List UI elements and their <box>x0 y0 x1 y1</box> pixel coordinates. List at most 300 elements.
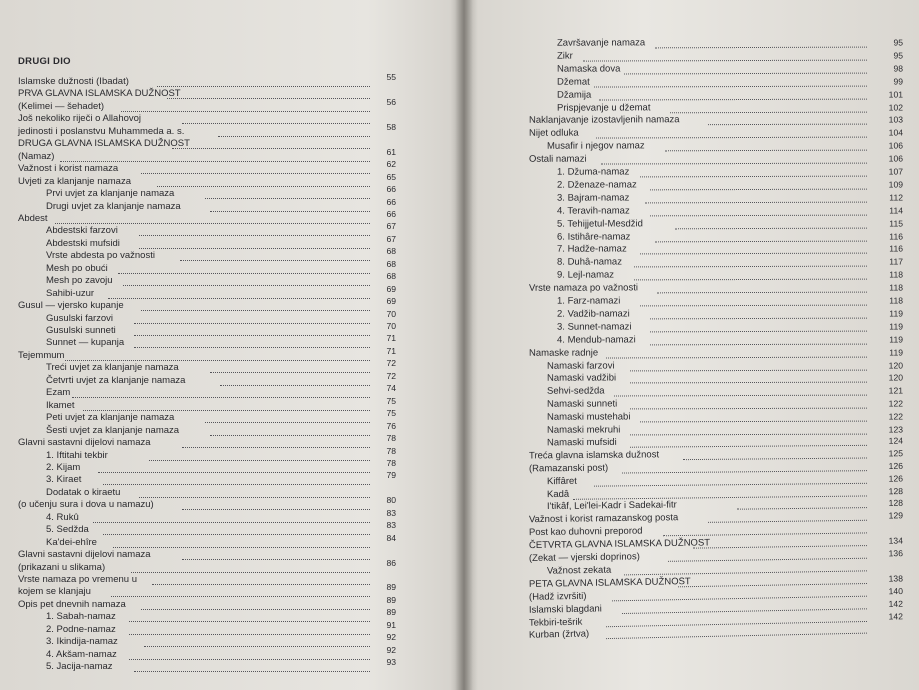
toc-page-number: 61 <box>386 146 396 157</box>
toc-entry-label: (Namaz) <box>18 150 55 162</box>
toc-page-number: 123 <box>888 424 904 435</box>
toc-page-number: 99 <box>893 76 904 87</box>
toc-page-number: 128 <box>888 485 904 496</box>
dot-leader <box>624 70 867 74</box>
toc-page-number: 112 <box>889 192 904 203</box>
dot-leader <box>60 159 370 162</box>
toc-entry-label: Glavni sastavni dijelovi namaza <box>18 549 151 561</box>
section-title: DRUGI DIO <box>18 56 71 67</box>
dot-leader <box>141 171 370 174</box>
dot-leader <box>606 631 867 639</box>
toc-entry-label: Abdestski mufsidi <box>46 237 120 249</box>
toc-entry-label: (Zekat — vjerski doprinos) <box>528 551 640 565</box>
toc-entry <box>467 204 919 218</box>
dot-leader <box>606 354 867 358</box>
toc-page-number: 134 <box>888 535 904 546</box>
dot-leader <box>708 122 867 126</box>
toc-entry-label: PRVA GLAVNA ISLAMSKA DUŽNOST <box>18 88 181 100</box>
toc-entry <box>467 62 919 76</box>
toc-entry <box>467 153 919 167</box>
dot-leader <box>594 83 867 87</box>
toc-page-number <box>879 622 903 623</box>
toc-page-number: 106 <box>888 140 904 151</box>
dot-leader <box>205 196 370 199</box>
dot-leader <box>103 532 370 535</box>
dot-leader <box>210 433 370 436</box>
dot-leader <box>683 455 867 460</box>
dot-leader <box>134 345 370 348</box>
dot-leader <box>134 333 370 336</box>
toc-entry-label: Džemat <box>556 76 590 88</box>
toc-page-number: 122 <box>888 398 904 409</box>
toc-entry-label: Post kao duhovni preporod <box>528 525 643 539</box>
toc-page-number: 89 <box>386 582 396 593</box>
toc-entry-label: 1. Džuma-namaz <box>556 166 630 178</box>
dot-leader <box>180 258 371 261</box>
toc-entry-label: Tekbiri-tešrik <box>528 616 583 629</box>
toc-page-number: 74 <box>386 383 396 394</box>
toc-entry-label: 2. Dženaze-namaz <box>556 179 637 191</box>
toc-entry-label: DRUGA GLAVNA ISLAMSKA DUŽNOST <box>18 138 190 150</box>
toc-entry-label: 4. Rukû <box>46 511 79 523</box>
toc-entry-label: Završavanje namaza <box>556 37 646 49</box>
toc-page-number: 119 <box>889 334 904 345</box>
toc-entry <box>467 75 919 89</box>
dot-leader <box>650 186 867 190</box>
toc-entry-label: Prispjevanje u džemat <box>556 101 651 114</box>
toc-entry-label: 4. Mendub-namazi <box>556 334 636 346</box>
toc-entry-label: Namaski mekruhi <box>546 424 621 436</box>
toc-page-number: 66 <box>386 184 396 195</box>
toc-page-number: 138 <box>888 573 904 584</box>
toc-entry <box>467 359 919 373</box>
dot-leader <box>157 184 370 187</box>
toc-entry-label: Islamski blagdani <box>528 603 602 616</box>
toc-entry-label: Glavni sastavni dijelovi namaza <box>18 437 151 449</box>
toc-page-number: 102 <box>888 101 904 113</box>
toc-right <box>467 0 919 690</box>
toc-entry-label: Četvrti uvjet za klanjanje namaza <box>46 374 186 386</box>
toc-entry-label: Kurban (žrtva) <box>528 628 590 642</box>
toc-entry-label: PETA GLAVNA ISLAMSKA DUŽNOST <box>528 575 691 590</box>
toc-entry <box>467 320 919 334</box>
dot-leader <box>83 408 370 411</box>
toc-page-number: 70 <box>386 308 396 319</box>
toc-page-number: 67 <box>386 221 396 232</box>
toc-page-number: 120 <box>888 372 904 383</box>
toc-entry-label: Namaske radnje <box>528 347 599 359</box>
toc-entry <box>0 96 462 113</box>
dot-leader <box>172 146 370 149</box>
toc-page-number: 103 <box>888 114 904 125</box>
toc-entry <box>0 532 462 549</box>
dot-leader <box>670 109 867 113</box>
toc-entry <box>0 657 462 673</box>
dot-leader <box>630 380 868 384</box>
dot-leader <box>129 619 371 622</box>
toc-page-number: 78 <box>386 445 396 456</box>
toc-entry-label: Prvi uvjet za klanjanje namaza <box>46 188 175 200</box>
toc-entry-label: (Hadž izvršiti) <box>528 590 587 603</box>
toc-entry-label: 3. Sunnet-namazi <box>556 321 632 333</box>
toc-entry <box>0 557 462 574</box>
dot-leader <box>129 657 371 660</box>
toc-entry-label: Još nekoliko riječi o Allahovoj <box>18 113 142 125</box>
toc-entry-label: ČETVRTA GLAVNA ISLAMSKA DUŽNOST <box>528 537 711 552</box>
dot-leader <box>55 221 370 224</box>
toc-page-number: 79 <box>386 470 396 481</box>
toc-entry-label: Mesh po zavoju <box>46 275 113 287</box>
dot-leader <box>596 135 867 139</box>
toc-entry-label: 3. Kiraet <box>46 474 82 486</box>
toc-entry-label: Sahibi-uzur <box>46 287 95 299</box>
toc-page-number: 125 <box>888 447 904 459</box>
toc-entry <box>0 72 462 88</box>
dot-leader <box>65 358 370 361</box>
dot-leader <box>108 296 370 299</box>
toc-entry <box>467 307 919 321</box>
toc-entry-label: Islamske dužnosti (Ibadat) <box>18 76 129 87</box>
toc-entry-label: Šesti uvjet za klanjanje namaza <box>46 424 180 436</box>
toc-page-number: 68 <box>386 258 396 269</box>
toc-entry-label: 5. Tehijjetul-Mesdžid <box>556 217 643 230</box>
toc-entry-label: Sehvi-sedžda <box>546 385 605 398</box>
toc-page-number: 106 <box>888 153 904 164</box>
dot-leader <box>601 161 867 165</box>
dot-leader <box>650 315 867 319</box>
dot-leader <box>139 233 370 236</box>
toc-page-number: 126 <box>888 460 904 471</box>
dot-leader <box>210 209 370 212</box>
dot-leader <box>650 328 867 332</box>
toc-entry <box>467 140 919 154</box>
dot-leader <box>655 238 867 242</box>
dot-leader <box>141 308 370 311</box>
toc-page-number: 109 <box>888 179 904 190</box>
dot-leader <box>675 225 867 229</box>
toc-entry-label: Naklanjavanje izostavljenih namaza <box>528 114 680 127</box>
toc-entry-label: I'tikâf, Lei'lei-Kadr i Sadekai-fitr <box>546 499 677 513</box>
toc-entry <box>467 269 919 283</box>
toc-page-number: 72 <box>386 370 396 381</box>
toc-entry-label: Važnost i korist namaza <box>18 163 119 175</box>
toc-page-number: 65 <box>386 171 396 182</box>
toc-page-number: 66 <box>386 196 396 207</box>
dot-leader <box>182 507 370 510</box>
toc-page-number: 75 <box>386 408 396 419</box>
toc-page-number: 142 <box>888 598 904 609</box>
toc-entry-label: Treći uvjet za klanjanje namaza <box>46 362 179 374</box>
toc-page-number: 98 <box>893 63 904 74</box>
toc-page-number: 104 <box>888 127 904 138</box>
toc-entry <box>467 385 919 399</box>
dot-leader <box>93 520 370 523</box>
dot-leader <box>650 341 867 345</box>
dot-leader <box>634 264 867 268</box>
toc-entry-label: (prikazani u slikama) <box>18 561 106 573</box>
toc-page-number: 116 <box>889 230 904 242</box>
dot-leader <box>182 445 370 448</box>
toc-entry-label: Gusulski sunneti <box>46 325 116 336</box>
toc-page-number: 76 <box>386 420 396 431</box>
toc-page-number: 69 <box>386 296 396 307</box>
toc-page-number: 78 <box>386 433 396 444</box>
toc-entry <box>467 333 919 347</box>
dot-leader <box>630 406 868 410</box>
toc-page-number: 66 <box>386 208 396 219</box>
toc-entry-label: jedinosti i poslanstvu Muhammeda a. s. <box>18 125 185 137</box>
dot-leader <box>111 594 370 597</box>
right-page <box>467 0 919 690</box>
toc-page-number: 67 <box>386 233 396 244</box>
toc-entry <box>467 243 919 257</box>
toc-page-number: 89 <box>386 607 396 618</box>
toc-page-number: 114 <box>889 205 904 216</box>
toc-page-number: 121 <box>888 385 904 396</box>
dot-leader <box>149 458 370 461</box>
dot-leader <box>640 419 867 423</box>
dot-leader <box>645 199 867 203</box>
toc-entry-label: 8. Duhâ-namaz <box>556 256 622 268</box>
toc-page-number: 83 <box>386 520 396 531</box>
toc-entry-label: 6. Istihâre-namaz <box>556 230 631 243</box>
toc-entry <box>467 256 919 270</box>
dot-leader <box>98 470 370 473</box>
dot-leader <box>182 121 370 124</box>
toc-entry-label: 3. Ikindija-namaz <box>46 636 118 648</box>
toc-entry <box>467 398 919 412</box>
toc-entry <box>467 294 919 308</box>
toc-page-number: 91 <box>386 619 396 630</box>
dot-leader <box>182 557 370 560</box>
toc-entry <box>467 88 919 102</box>
toc-page-number: 69 <box>386 283 396 294</box>
toc-entry-label: 5. Sedžda <box>46 524 89 536</box>
toc-entry <box>467 165 919 179</box>
toc-entry-label: 4. Akšam-namaz <box>46 648 117 660</box>
toc-entry-label: Drugi uvjet za klanjanje namaza <box>46 200 181 212</box>
toc-entry <box>467 191 919 205</box>
toc-entry-label: (o učenju sura i dova u namazu) <box>18 499 154 511</box>
toc-entry-label: Vrste namaza po važnosti <box>528 282 638 294</box>
toc-page-number: 55 <box>386 72 396 82</box>
dot-leader <box>583 57 867 61</box>
toc-entry-label: (Ramazanski post) <box>528 462 609 475</box>
toc-entry-label: 2. Vadžib-namazi <box>556 308 630 320</box>
toc-entry <box>467 346 919 360</box>
toc-page-number: 140 <box>888 585 904 596</box>
toc-entry-label: Ikamet <box>46 399 75 411</box>
toc-page-number: 126 <box>888 473 904 484</box>
toc-page-number: 84 <box>386 532 396 543</box>
toc-entry-label: 1. Sabah-namaz <box>46 611 116 623</box>
toc-entry-label: Opis pet dnevnih namaza <box>18 598 126 610</box>
toc-entry-label: Uvjeti za klanjanje namaza <box>18 175 132 187</box>
toc-page-number: 83 <box>386 507 396 518</box>
toc-page-number: 107 <box>888 166 904 177</box>
toc-page-number: 124 <box>888 435 904 446</box>
dot-leader <box>650 212 867 216</box>
toc-entry <box>467 36 919 50</box>
toc-entry-label: Namaski farzovi <box>546 359 615 372</box>
toc-page-number: 68 <box>386 246 396 257</box>
toc-page-number: 93 <box>386 657 396 668</box>
dot-leader <box>141 607 370 610</box>
toc-entry <box>467 101 919 115</box>
toc-entry <box>467 282 919 296</box>
dot-leader <box>665 148 867 152</box>
toc-entry-label: Zikr <box>556 50 573 62</box>
dot-leader <box>134 321 370 324</box>
toc-page-number: 118 <box>889 295 904 306</box>
toc-page-number: 115 <box>889 218 904 229</box>
toc-page-number: 122 <box>888 411 904 422</box>
toc-entry-label: Mesh po obući <box>46 262 108 274</box>
dot-leader <box>220 383 370 386</box>
dot-leader <box>118 271 370 274</box>
dot-leader <box>167 96 370 99</box>
toc-entry-label: 2. Kijam <box>46 461 81 473</box>
toc-page-number: 70 <box>386 321 396 331</box>
toc-page-number: 78 <box>386 457 396 468</box>
toc-page-number: 71 <box>386 333 396 344</box>
toc-page-number: 72 <box>386 358 396 369</box>
dot-leader <box>657 290 867 294</box>
toc-entry <box>467 217 919 231</box>
toc-entry-label: Abdestski farzovi <box>46 225 118 237</box>
toc-page-number: 62 <box>386 159 396 170</box>
toc-entry-label: 4. Teravih-namaz <box>556 205 630 217</box>
dot-leader <box>103 482 370 485</box>
dot-leader <box>640 251 868 255</box>
dot-leader <box>123 283 370 286</box>
dot-leader <box>218 134 370 137</box>
toc-entry-label: 1. Farz-namazi <box>556 295 621 307</box>
toc-page-number: 56 <box>386 96 396 107</box>
toc-page-number: 118 <box>889 269 904 280</box>
dot-leader <box>139 246 370 249</box>
toc-page-number: 136 <box>888 548 904 559</box>
toc-entry-label: kojem se klanjaju <box>18 586 91 598</box>
toc-entry-label: Treća glavna islamska dužnost <box>528 449 660 462</box>
toc-page-number: 92 <box>386 632 396 643</box>
toc-page-number: 68 <box>386 271 396 282</box>
dot-leader <box>129 632 371 635</box>
dot-leader <box>640 174 868 178</box>
toc-entry-label: Vrste namaza po vremenu u <box>18 574 137 585</box>
toc-entry-label: Namaski mufsidi <box>546 436 617 449</box>
toc-entry-label: Ostali namazi <box>528 153 587 165</box>
toc-page-number: 71 <box>386 345 396 356</box>
toc-entry <box>0 470 462 486</box>
toc-entry <box>467 114 919 128</box>
toc-entry-label: Važnost i korist ramazanskog posta <box>528 512 679 526</box>
dot-leader <box>210 370 370 373</box>
toc-entry-label: Tejemmum <box>18 349 65 361</box>
toc-page-number: 86 <box>386 557 396 568</box>
toc-page-number: 75 <box>386 395 396 406</box>
toc-page-number: 117 <box>889 256 904 267</box>
toc-entry <box>467 372 919 386</box>
toc-page-number: 120 <box>888 359 904 371</box>
toc-page-number: 101 <box>888 89 904 100</box>
dot-leader <box>614 393 867 397</box>
dot-leader <box>634 277 867 281</box>
toc-page-number: 119 <box>889 308 904 319</box>
dot-leader <box>134 669 370 672</box>
toc-page-number: 129 <box>888 510 904 521</box>
toc-page-number: 80 <box>386 495 396 506</box>
toc-entry-label: 2. Podne-namaz <box>46 623 116 635</box>
dot-leader <box>157 84 370 87</box>
toc-page-number: 118 <box>889 282 904 293</box>
toc-page-number: 58 <box>386 121 396 132</box>
toc-entry-label: Kiffâret <box>546 475 577 487</box>
toc-page-number: 95 <box>893 37 904 48</box>
dot-leader <box>205 420 370 423</box>
toc-entry-label: Ka'dei-ehîre <box>46 536 97 548</box>
toc-entry-label: 5. Jacija-namaz <box>46 661 113 673</box>
dot-leader <box>640 303 868 307</box>
toc-entry-label: Dodatak o kiraetu <box>46 486 121 498</box>
toc-entry-label: Namaska dova <box>556 63 621 75</box>
toc-entry <box>467 49 919 63</box>
toc-entry <box>467 178 919 192</box>
toc-entry-label: Abdest <box>18 212 48 224</box>
toc-page-number: 89 <box>386 594 396 605</box>
toc-entry-label: Sunnet — kupanja <box>46 337 125 349</box>
toc-entry <box>0 121 462 138</box>
toc-entry-label: 9. Lejl-namaz <box>556 269 615 281</box>
toc-entry-label: Namaski mustehabi <box>546 411 631 423</box>
toc-entry-label: Musafir i njegov namaz <box>546 140 645 152</box>
toc-entry-label: 7. Hadže-namaz <box>556 243 627 256</box>
toc-page-number: 119 <box>889 321 904 332</box>
toc-entry-label: (Kelimei — šehadet) <box>18 100 105 112</box>
toc-entry-label: Namaski sunneti <box>546 398 618 410</box>
toc-entry-label: Nijet odluka <box>528 127 579 140</box>
toc-entry-label: Gusul — vjersko kupanje <box>18 300 124 312</box>
toc-entry-label: Namaski vadžibi <box>546 372 617 385</box>
dot-leader <box>72 395 370 398</box>
toc-entry <box>467 411 919 425</box>
dot-leader <box>630 367 868 371</box>
toc-entry-label: Ezam <box>46 387 71 399</box>
toc-entry-label: Važnost zekata <box>546 564 612 577</box>
toc-entry-label: Peti uvjet za klanjanje namaza <box>46 412 175 424</box>
toc-entry <box>467 230 919 244</box>
dot-leader <box>121 109 370 112</box>
toc-page-number: 116 <box>889 243 904 254</box>
toc-entry-label: Džamija <box>556 89 592 101</box>
dot-leader <box>599 96 867 100</box>
toc-entry-label: Vrste abdesta po važnosti <box>46 250 155 262</box>
dot-leader <box>144 644 370 647</box>
dot-leader <box>113 545 370 548</box>
dot-leader <box>152 582 371 585</box>
toc-entry-label: Kadâ <box>546 488 570 500</box>
toc-page-number: 128 <box>888 498 904 509</box>
toc-page-number: 142 <box>888 610 904 622</box>
toc-page-number: 92 <box>386 644 396 655</box>
dot-leader <box>139 495 370 498</box>
toc-entry <box>467 127 919 141</box>
toc-entry-label: 3. Bajram-namaz <box>556 192 630 204</box>
dot-leader <box>131 570 370 573</box>
toc-entry-label: Gusulski farzovi <box>46 312 114 324</box>
toc-page-number: 119 <box>889 347 904 358</box>
toc-entry-label: 1. Iftitahi tekbir <box>46 449 108 461</box>
